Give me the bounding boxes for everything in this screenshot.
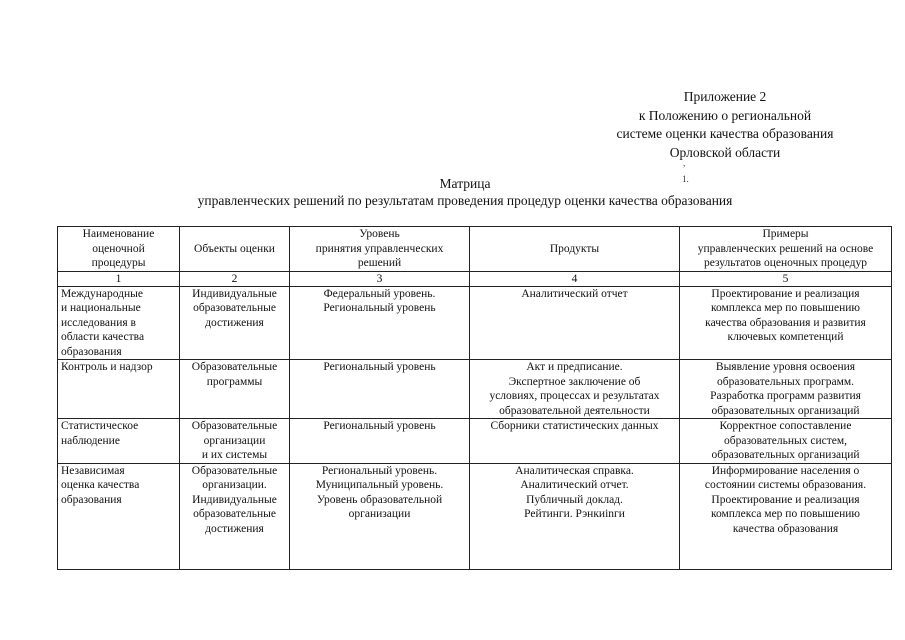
cell-line: Разработка программ развития: [710, 390, 861, 402]
cell-line: качества образования и развития: [705, 316, 866, 329]
table-cell: [290, 463, 470, 569]
header-line: управленческих решений на основе: [697, 242, 874, 255]
header-line: Наименование: [82, 228, 155, 240]
table-cell: [680, 286, 892, 360]
cell-line: достижения: [205, 316, 264, 329]
table-cell: [680, 360, 892, 419]
header-line: принятия управленческих: [315, 242, 444, 255]
appendix-line: Орловской области: [669, 144, 781, 160]
header-line: Уровень: [359, 228, 400, 240]
table-cell: [680, 419, 892, 464]
table-cell: [58, 286, 180, 360]
column-number: 4: [470, 271, 680, 286]
cell-line: Муниципальный уровень.: [315, 479, 444, 491]
table-cell: [290, 360, 470, 419]
column-number: 5: [680, 271, 892, 286]
header-cell: [290, 227, 470, 272]
table-cell: [290, 286, 470, 360]
document-title: [120, 175, 810, 209]
table-row: [58, 360, 892, 419]
table-cell: [680, 463, 892, 569]
cell-line: Аналитический отчет: [521, 287, 628, 300]
table-cell: [58, 419, 180, 464]
cell-line: Индивидуальные: [192, 287, 277, 300]
table-cell: [180, 419, 290, 464]
cell-line: Сборники статистических данных: [490, 420, 659, 432]
column-number: 3: [290, 271, 470, 286]
cell-line: Проектирование и реализация: [711, 287, 860, 300]
cell-line: Региональный уровень.: [321, 464, 438, 477]
cell-line: и их системы: [201, 449, 268, 461]
cell-line: Статистическое: [61, 420, 139, 432]
appendix-header: [590, 88, 860, 162]
cell-line: образовательных организаций: [711, 404, 860, 417]
header-line: Примеры: [762, 228, 809, 240]
cell-line: Аналитический отчет.: [520, 479, 629, 491]
header-cell: [470, 227, 680, 272]
cell-line: Образовательные: [191, 361, 278, 373]
appendix-line: системе оценки качества образования: [616, 126, 834, 141]
header-cell: [180, 227, 290, 272]
decision-matrix-table: [57, 226, 892, 570]
table-cell: [58, 360, 180, 419]
cell-line: достижения: [205, 522, 264, 535]
cell-line: ключевых компетенций: [727, 331, 844, 343]
cell-line: Образовательные: [191, 420, 278, 432]
cell-line: и национальные: [61, 302, 141, 314]
cell-line: Проектирование и реализация: [711, 493, 860, 506]
cell-line: Индивидуальные: [192, 493, 277, 506]
cell-line: Экспертное заключение об: [508, 375, 641, 388]
cell-line: состоянии системы образования.: [704, 479, 867, 491]
cell-line: Контроль и надзор: [61, 361, 153, 373]
cell-line: Международные: [61, 287, 143, 300]
header-line: результатов оценочных процедур: [703, 257, 867, 269]
header-cell: [680, 227, 892, 272]
cell-line: Уровень образовательной: [316, 493, 443, 506]
header-line: решений: [357, 257, 402, 269]
table-cell: [180, 463, 290, 569]
cell-line: комплекса мер по повышению: [710, 508, 861, 520]
table-row: [58, 419, 892, 464]
cell-line: образования: [61, 493, 122, 506]
table-row: [58, 286, 892, 360]
table-cell: [470, 360, 680, 419]
cell-line: комплекса мер по повышению: [710, 302, 861, 314]
cell-line: образовательных организаций: [711, 449, 860, 461]
column-number: 1: [58, 271, 180, 286]
cell-line: Федеральный уровень.: [323, 287, 436, 300]
cell-line: области качества: [61, 331, 145, 343]
cell-line: образовательной деятельности: [499, 404, 650, 417]
column-number-row: [58, 271, 892, 286]
cell-line: исследования в: [61, 316, 136, 329]
cell-line: Рейтинги. Рэнкиinги: [524, 508, 625, 520]
cell-line: образовательных программ.: [716, 375, 855, 388]
title-line-1: Матрица: [439, 176, 491, 191]
cell-line: качества образования: [732, 522, 839, 535]
header-cell: [58, 227, 180, 272]
cell-line: образовательные: [193, 508, 276, 520]
cell-line: Аналитическая справка.: [515, 464, 634, 477]
cell-line: Региональный уровень: [323, 302, 436, 314]
cell-line: оценка качества: [61, 479, 140, 491]
scan-mark: ,: [683, 158, 686, 168]
cell-line: Региональный уровень: [323, 361, 436, 373]
table-cell: [470, 463, 680, 569]
header-line: процедуры: [91, 257, 146, 269]
table-cell: [180, 360, 290, 419]
cell-line: наблюдение: [61, 434, 120, 447]
appendix-line: Приложение 2: [683, 89, 767, 104]
cell-line: образовательных систем,: [723, 434, 848, 447]
appendix-line: к Положению о региональной: [638, 107, 812, 123]
cell-line: организации.: [202, 479, 267, 491]
table-row: [58, 463, 892, 569]
table-cell: [470, 419, 680, 464]
table-cell: [58, 463, 180, 569]
table-cell: [290, 419, 470, 464]
header-line: Объекты оценки: [194, 242, 275, 255]
table-header-row: [58, 227, 892, 272]
cell-line: организации: [348, 508, 411, 520]
cell-line: организации: [203, 434, 266, 447]
table-cell: [180, 286, 290, 360]
cell-line: образовательные: [193, 302, 276, 314]
cell-line: Информирование населения о: [711, 464, 860, 477]
cell-line: Корректное сопоставление: [719, 420, 852, 432]
cell-line: Образовательные: [191, 464, 278, 477]
cell-line: Независимая: [61, 464, 125, 477]
column-number: 2: [180, 271, 290, 286]
cell-line: Публичный доклад.: [526, 493, 623, 506]
cell-line: условиях, процессах и результатах: [489, 390, 660, 402]
cell-line: программы: [206, 375, 263, 388]
cell-line: образования: [61, 345, 122, 358]
table-cell: [470, 286, 680, 360]
cell-line: Региональный уровень: [323, 420, 436, 432]
title-line-2: управленческих решений по результатам проведения процедур оценки качества образования: [197, 193, 733, 208]
scan-mark: 1.: [682, 174, 689, 184]
cell-line: Выявление уровня освоения: [715, 361, 856, 373]
header-line: Продукты: [549, 242, 600, 255]
cell-line: Акт и предписание.: [526, 361, 623, 373]
header-line: оценочной: [92, 242, 145, 255]
